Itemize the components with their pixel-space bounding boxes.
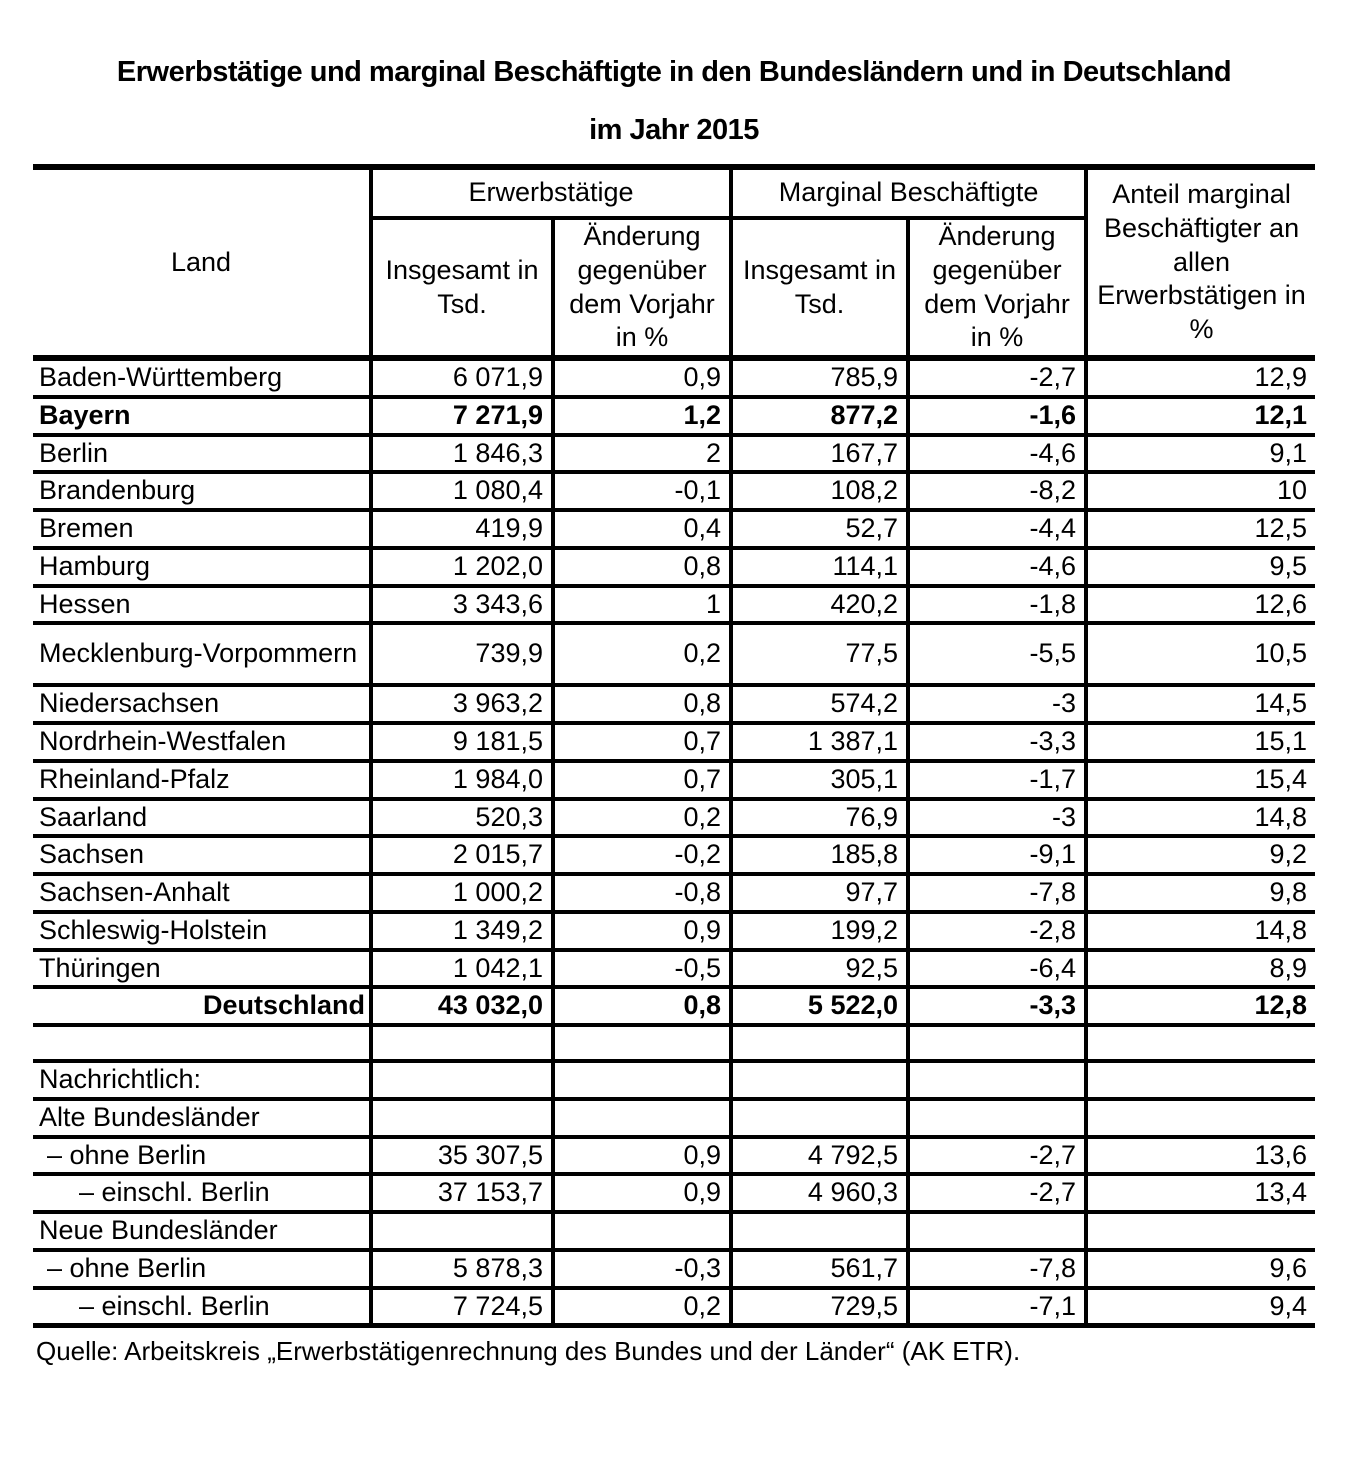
cell-marginal-aenderung: -2,7 (908, 1174, 1086, 1212)
cell-marginal-insgesamt: 785,9 (731, 358, 908, 397)
table-row (33, 799, 1315, 837)
cell-land: Sachsen-Anhalt (33, 874, 371, 912)
cell-anteil: 9,4 (1086, 1288, 1315, 1326)
table-header (33, 167, 1315, 358)
cell-marginal-aenderung (908, 1061, 1086, 1099)
cell-erwerbstaetige-aenderung: 0,8 (553, 987, 731, 1025)
table-row (33, 397, 1315, 435)
cell-anteil: 12,5 (1086, 510, 1315, 548)
cell-erwerbstaetige-aenderung: 0,2 (553, 1288, 731, 1326)
cell-marginal-aenderung: -1,6 (908, 397, 1086, 435)
cell-marginal-insgesamt: 729,5 (731, 1288, 908, 1326)
cell-erwerbstaetige-aenderung: 0,9 (553, 1137, 731, 1175)
cell-anteil: 13,6 (1086, 1137, 1315, 1175)
column-header-marginal-aenderung: Änderung gegenüber dem Vorjahr in % (908, 218, 1086, 358)
cell-erwerbstaetige-aenderung: 0,4 (553, 510, 731, 548)
table-row (33, 685, 1315, 723)
cell-erwerbstaetige-aenderung: 0,2 (553, 799, 731, 837)
column-group-erwerbstaetige: Erwerbstätige (371, 167, 731, 218)
cell-marginal-aenderung: -7,1 (908, 1288, 1086, 1326)
cell-marginal-insgesamt: 305,1 (731, 761, 908, 799)
cell-anteil: 9,8 (1086, 874, 1315, 912)
cell-marginal-aenderung: -3 (908, 799, 1086, 837)
page-title: Erwerbstätige und marginal Beschäftigte in den Bundesländern und in Deutschland (116, 56, 1232, 88)
table-row (33, 987, 1315, 1025)
cell-erwerbstaetige-insgesamt: 35 307,5 (371, 1137, 553, 1175)
cell-erwerbstaetige-aenderung: -0,2 (553, 836, 731, 874)
cell-erwerbstaetige-aenderung (553, 1099, 731, 1137)
cell-land: Rheinland-Pfalz (33, 761, 371, 799)
cell-land: Nachrichtlich: (33, 1061, 371, 1099)
cell-erwerbstaetige-insgesamt: 1 349,2 (371, 912, 553, 950)
table-row (33, 623, 1315, 685)
cell-erwerbstaetige-insgesamt (371, 1099, 553, 1137)
cell-anteil: 9,6 (1086, 1250, 1315, 1288)
cell-marginal-aenderung: -1,8 (908, 586, 1086, 624)
table-row (33, 874, 1315, 912)
cell-marginal-aenderung: -7,8 (908, 1250, 1086, 1288)
table-row (33, 1137, 1315, 1175)
cell-land: Saarland (33, 799, 371, 837)
statistics-table (33, 164, 1315, 1328)
cell-anteil: 14,8 (1086, 912, 1315, 950)
table-row (33, 435, 1315, 473)
cell-erwerbstaetige-insgesamt: 6 071,9 (371, 358, 553, 397)
cell-marginal-insgesamt: 561,7 (731, 1250, 908, 1288)
cell-erwerbstaetige-aenderung: -0,3 (553, 1250, 731, 1288)
table-row (33, 1174, 1315, 1212)
cell-marginal-aenderung: -3,3 (908, 723, 1086, 761)
cell-erwerbstaetige-aenderung: 0,9 (553, 912, 731, 950)
cell-erwerbstaetige-aenderung: 0,9 (553, 1174, 731, 1212)
cell-land: – ohne Berlin (33, 1137, 371, 1175)
cell-marginal-aenderung: -5,5 (908, 623, 1086, 685)
cell-erwerbstaetige-insgesamt: 3 963,2 (371, 685, 553, 723)
cell-erwerbstaetige-insgesamt: 5 878,3 (371, 1250, 553, 1288)
cell-land: Deutschland (33, 987, 371, 1025)
cell-marginal-insgesamt (731, 1025, 908, 1061)
cell-anteil: 12,8 (1086, 987, 1315, 1025)
source-note: Quelle: Arbeitskreis „Erwerbstätigenrechnung des Bundes und der Länder“ (AK ETR). (36, 1336, 1021, 1367)
cell-land: Berlin (33, 435, 371, 473)
cell-erwerbstaetige-insgesamt: 1 080,4 (371, 472, 553, 510)
cell-marginal-insgesamt: 92,5 (731, 950, 908, 988)
cell-marginal-insgesamt: 185,8 (731, 836, 908, 874)
cell-anteil (1086, 1061, 1315, 1099)
cell-land (33, 1025, 371, 1061)
cell-erwerbstaetige-aenderung: 1,2 (553, 397, 731, 435)
cell-anteil: 9,5 (1086, 548, 1315, 586)
cell-erwerbstaetige-insgesamt: 520,3 (371, 799, 553, 837)
cell-land: Mecklenburg-Vorpommern (33, 623, 371, 685)
header-row-groups (33, 167, 1315, 218)
cell-marginal-aenderung: -6,4 (908, 950, 1086, 988)
cell-marginal-aenderung: -3,3 (908, 987, 1086, 1025)
cell-land: Baden-Württemberg (33, 358, 371, 397)
cell-marginal-insgesamt: 97,7 (731, 874, 908, 912)
cell-erwerbstaetige-insgesamt (371, 1025, 553, 1061)
cell-land: – einschl. Berlin (33, 1288, 371, 1326)
table-row (33, 1061, 1315, 1099)
cell-erwerbstaetige-aenderung: 0,8 (553, 548, 731, 586)
cell-anteil: 13,4 (1086, 1174, 1315, 1212)
cell-marginal-insgesamt: 4 960,3 (731, 1174, 908, 1212)
cell-erwerbstaetige-aenderung (553, 1025, 731, 1061)
cell-erwerbstaetige-aenderung: -0,5 (553, 950, 731, 988)
cell-erwerbstaetige-aenderung: 0,7 (553, 761, 731, 799)
table-row (33, 836, 1315, 874)
cell-marginal-aenderung: -1,7 (908, 761, 1086, 799)
cell-land: Schleswig-Holstein (33, 912, 371, 950)
cell-anteil: 14,5 (1086, 685, 1315, 723)
table-row (33, 723, 1315, 761)
cell-land: Brandenburg (33, 472, 371, 510)
cell-erwerbstaetige-insgesamt: 1 846,3 (371, 435, 553, 473)
cell-erwerbstaetige-insgesamt (371, 1212, 553, 1250)
cell-erwerbstaetige-insgesamt: 7 271,9 (371, 397, 553, 435)
column-group-marginal-beschaeftigte: Marginal Beschäftigte (731, 167, 1086, 218)
column-header-erwerbstaetige-aenderung: Änderung gegenüber dem Vorjahr in % (553, 218, 731, 358)
cell-anteil: 15,1 (1086, 723, 1315, 761)
cell-anteil: 12,9 (1086, 358, 1315, 397)
cell-land: Niedersachsen (33, 685, 371, 723)
cell-marginal-aenderung (908, 1099, 1086, 1137)
cell-erwerbstaetige-insgesamt: 1 984,0 (371, 761, 553, 799)
cell-erwerbstaetige-insgesamt: 739,9 (371, 623, 553, 685)
cell-erwerbstaetige-insgesamt: 37 153,7 (371, 1174, 553, 1212)
column-header-anteil: Anteil marginal Beschäftigter an allen Erwerbstätigen in % (1086, 167, 1315, 358)
cell-marginal-insgesamt: 114,1 (731, 548, 908, 586)
cell-land: Neue Bundesländer (33, 1212, 371, 1250)
cell-marginal-insgesamt: 52,7 (731, 510, 908, 548)
cell-anteil: 8,9 (1086, 950, 1315, 988)
cell-anteil: 10 (1086, 472, 1315, 510)
cell-erwerbstaetige-aenderung: 0,9 (553, 358, 731, 397)
cell-marginal-insgesamt: 4 792,5 (731, 1137, 908, 1175)
cell-erwerbstaetige-aenderung: 2 (553, 435, 731, 473)
cell-anteil: 14,8 (1086, 799, 1315, 837)
cell-land: – einschl. Berlin (33, 1174, 371, 1212)
table-row (33, 472, 1315, 510)
cell-anteil: 12,6 (1086, 586, 1315, 624)
table-row (33, 510, 1315, 548)
cell-marginal-aenderung: -8,2 (908, 472, 1086, 510)
cell-marginal-aenderung (908, 1212, 1086, 1250)
table-body (33, 358, 1315, 1326)
cell-land: Hamburg (33, 548, 371, 586)
cell-land: Bremen (33, 510, 371, 548)
cell-land: – ohne Berlin (33, 1250, 371, 1288)
table-row (33, 761, 1315, 799)
cell-erwerbstaetige-aenderung: -0,8 (553, 874, 731, 912)
cell-erwerbstaetige-insgesamt: 43 032,0 (371, 987, 553, 1025)
cell-erwerbstaetige-insgesamt: 419,9 (371, 510, 553, 548)
cell-marginal-insgesamt: 574,2 (731, 685, 908, 723)
cell-marginal-aenderung: -2,7 (908, 358, 1086, 397)
cell-anteil: 12,1 (1086, 397, 1315, 435)
cell-erwerbstaetige-insgesamt: 1 042,1 (371, 950, 553, 988)
table-row (33, 1025, 1315, 1061)
cell-marginal-insgesamt: 877,2 (731, 397, 908, 435)
cell-land: Hessen (33, 586, 371, 624)
column-header-erwerbstaetige-insgesamt: Insgesamt in Tsd. (371, 218, 553, 358)
cell-erwerbstaetige-insgesamt: 9 181,5 (371, 723, 553, 761)
cell-erwerbstaetige-aenderung: 0,7 (553, 723, 731, 761)
cell-marginal-aenderung: -4,6 (908, 548, 1086, 586)
cell-erwerbstaetige-aenderung: -0,1 (553, 472, 731, 510)
cell-anteil: 15,4 (1086, 761, 1315, 799)
cell-anteil (1086, 1212, 1315, 1250)
table-row (33, 1288, 1315, 1326)
cell-marginal-insgesamt (731, 1061, 908, 1099)
table-row (33, 1250, 1315, 1288)
cell-erwerbstaetige-aenderung: 0,8 (553, 685, 731, 723)
cell-anteil: 10,5 (1086, 623, 1315, 685)
cell-erwerbstaetige-insgesamt: 1 000,2 (371, 874, 553, 912)
cell-marginal-aenderung: -3 (908, 685, 1086, 723)
cell-erwerbstaetige-insgesamt: 3 343,6 (371, 586, 553, 624)
table-row (33, 950, 1315, 988)
table-row (33, 358, 1315, 397)
cell-land: Bayern (33, 397, 371, 435)
cell-erwerbstaetige-insgesamt: 7 724,5 (371, 1288, 553, 1326)
cell-marginal-insgesamt: 77,5 (731, 623, 908, 685)
table-row (33, 548, 1315, 586)
page-subtitle: im Jahr 2015 (589, 114, 759, 146)
cell-erwerbstaetige-insgesamt (371, 1061, 553, 1099)
cell-marginal-aenderung: -4,6 (908, 435, 1086, 473)
cell-land: Alte Bundesländer (33, 1099, 371, 1137)
cell-anteil (1086, 1025, 1315, 1061)
cell-marginal-insgesamt: 167,7 (731, 435, 908, 473)
cell-marginal-aenderung: -7,8 (908, 874, 1086, 912)
column-header-marginal-insgesamt: Insgesamt in Tsd. (731, 218, 908, 358)
cell-land: Sachsen (33, 836, 371, 874)
cell-marginal-insgesamt: 1 387,1 (731, 723, 908, 761)
cell-erwerbstaetige-aenderung (553, 1212, 731, 1250)
cell-marginal-insgesamt: 108,2 (731, 472, 908, 510)
cell-erwerbstaetige-aenderung: 0,2 (553, 623, 731, 685)
cell-marginal-insgesamt: 5 522,0 (731, 987, 908, 1025)
cell-marginal-aenderung: -9,1 (908, 836, 1086, 874)
table-row (33, 1212, 1315, 1250)
cell-anteil: 9,2 (1086, 836, 1315, 874)
cell-marginal-aenderung: -2,8 (908, 912, 1086, 950)
cell-marginal-insgesamt: 76,9 (731, 799, 908, 837)
cell-marginal-aenderung: -4,4 (908, 510, 1086, 548)
cell-erwerbstaetige-insgesamt: 2 015,7 (371, 836, 553, 874)
cell-anteil: 9,1 (1086, 435, 1315, 473)
cell-erwerbstaetige-aenderung (553, 1061, 731, 1099)
cell-erwerbstaetige-insgesamt: 1 202,0 (371, 548, 553, 586)
cell-marginal-insgesamt: 199,2 (731, 912, 908, 950)
cell-erwerbstaetige-aenderung: 1 (553, 586, 731, 624)
table-row (33, 912, 1315, 950)
cell-marginal-insgesamt (731, 1099, 908, 1137)
cell-land: Nordrhein-Westfalen (33, 723, 371, 761)
cell-marginal-insgesamt: 420,2 (731, 586, 908, 624)
cell-marginal-aenderung (908, 1025, 1086, 1061)
cell-anteil (1086, 1099, 1315, 1137)
cell-land: Thüringen (33, 950, 371, 988)
cell-marginal-aenderung: -2,7 (908, 1137, 1086, 1175)
table-row (33, 1099, 1315, 1137)
cell-marginal-insgesamt (731, 1212, 908, 1250)
column-header-land: Land (33, 167, 371, 358)
table-row (33, 586, 1315, 624)
